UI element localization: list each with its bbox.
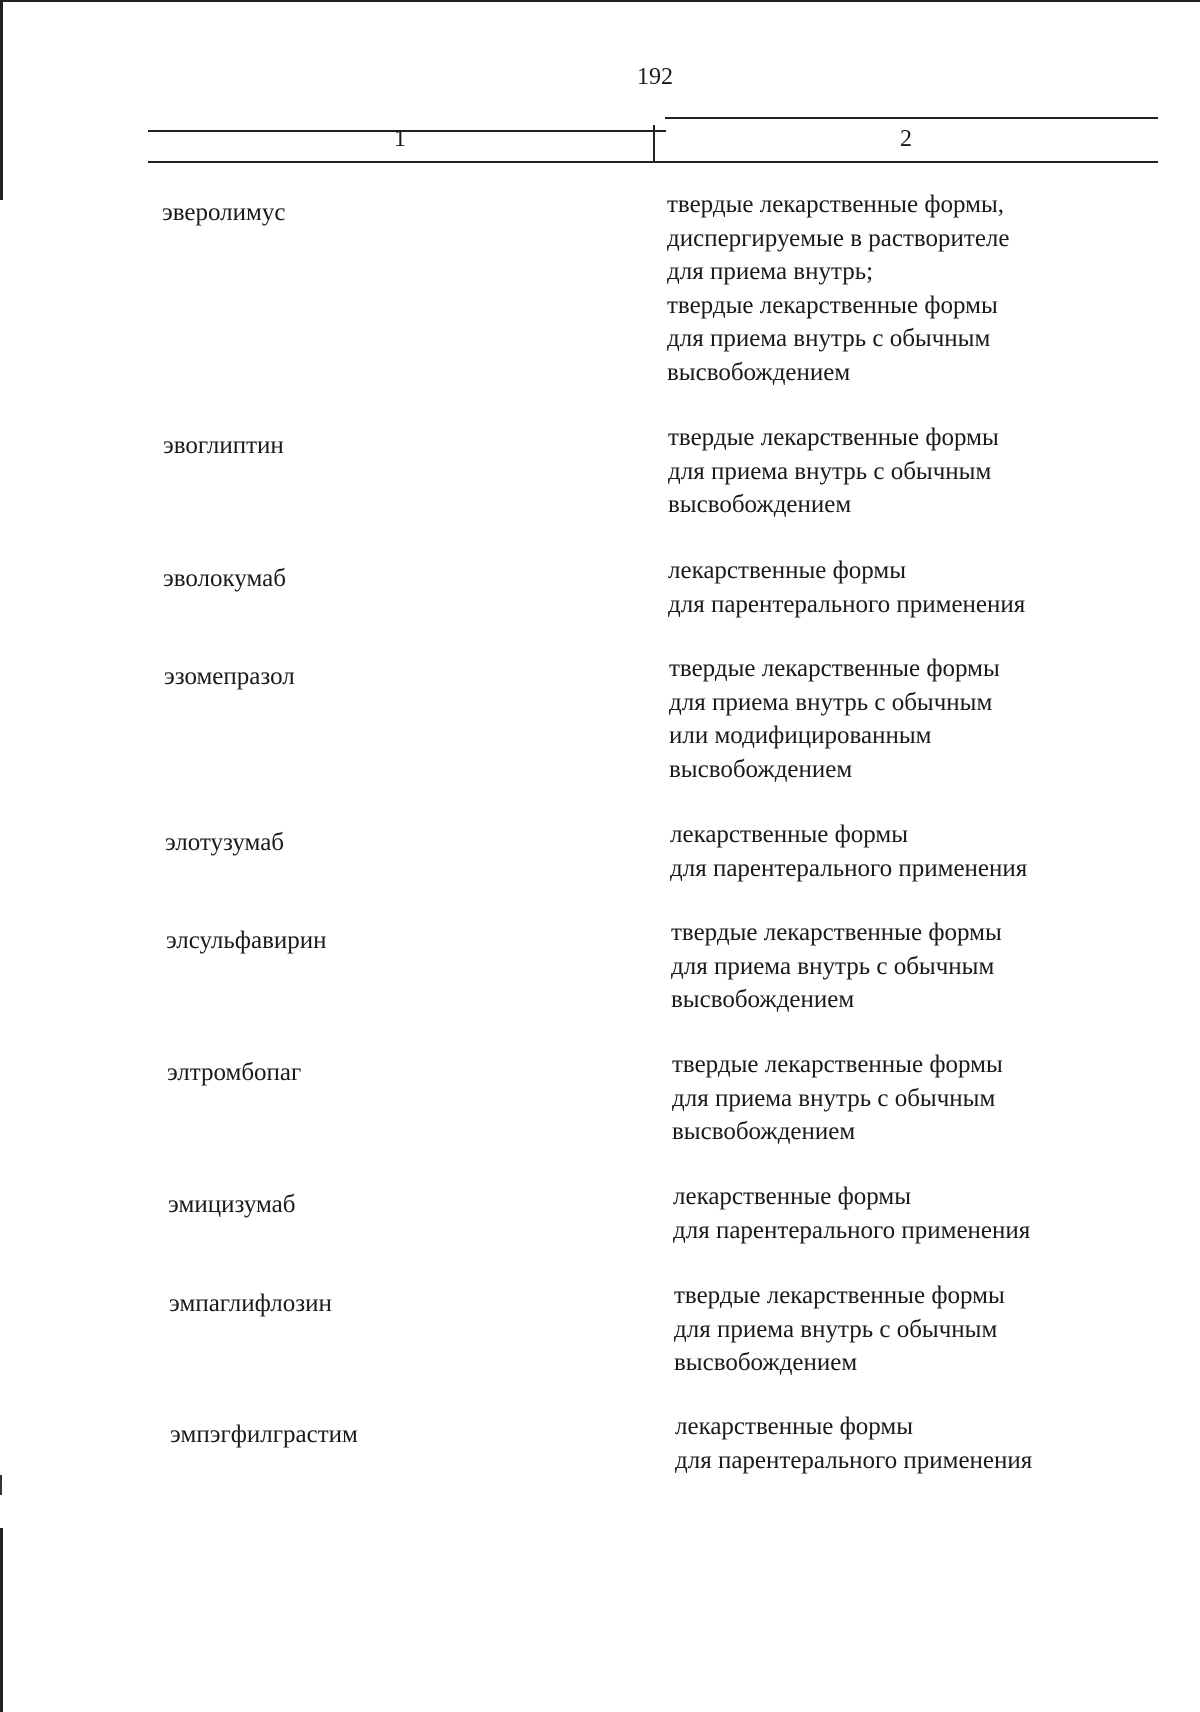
- dosage-form-line: твердые лекарственные формы: [672, 1051, 1003, 1078]
- dosage-form-line: твердые лекарственные формы: [671, 919, 1002, 946]
- dosage-form-line: лекарственные формы: [675, 1413, 914, 1440]
- table-top-rule: [665, 117, 1158, 119]
- dosage-forms: [670, 818, 1027, 885]
- dosage-form-line: лекарственные формы: [673, 1183, 912, 1210]
- dosage-form-line: для приема внутрь;: [667, 258, 874, 285]
- dosage-forms: [674, 1279, 1005, 1380]
- dosage-form-line: твердые лекарственные формы: [669, 655, 1000, 682]
- scan-mark: [0, 1475, 2, 1495]
- table-top-rule-left: [148, 130, 666, 132]
- dosage-form-line: твердые лекарственные формы: [667, 291, 998, 319]
- dosage-forms: [668, 554, 1025, 621]
- drug-name: эволокумаб: [163, 565, 286, 592]
- dosage-form-line: твердые лекарственные формы: [674, 1282, 1005, 1309]
- dosage-form-line: высвобождением: [668, 491, 852, 518]
- dosage-form-line: или модифицированным: [669, 722, 932, 749]
- drug-name: эвоглиптин: [163, 432, 284, 459]
- drug-name: элсульфавирин: [166, 927, 327, 954]
- dosage-forms: [668, 421, 999, 522]
- table-header-rule: [148, 161, 1158, 163]
- dosage-forms: [671, 916, 1002, 1017]
- drug-name: элотузумаб: [165, 829, 285, 856]
- drug-name: эмпаглифлозин: [169, 1290, 332, 1317]
- dosage-form-line: для приема внутрь с обычным: [671, 952, 995, 980]
- drug-name: эзомепразол: [164, 663, 295, 690]
- dosage-form-line: высвобождением: [667, 358, 851, 386]
- drug-name: эмпэгфилграстим: [170, 1421, 358, 1448]
- column-header-2: 2: [900, 126, 912, 152]
- header-column-divider: [653, 125, 655, 162]
- dosage-form-line: высвобождением: [669, 755, 853, 783]
- dosage-forms: [667, 188, 1009, 389]
- dosage-form-line: для парентерального применения: [670, 854, 1028, 882]
- dosage-forms: [672, 1048, 1003, 1149]
- dosage-forms: [673, 1180, 1030, 1247]
- dosage-form-line: диспергируемые в растворителе: [667, 224, 1010, 252]
- column-header-1: 1: [394, 126, 406, 152]
- dosage-form-line: для парентерального применения: [673, 1216, 1031, 1244]
- dosage-forms: [669, 652, 1000, 786]
- dosage-form-line: для парентерального применения: [668, 590, 1026, 618]
- dosage-form-line: твердые лекарственные формы: [668, 424, 999, 451]
- dosage-form-line: высвобождением: [674, 1349, 858, 1376]
- dosage-form-line: для приема внутрь с обычным: [674, 1315, 998, 1343]
- dosage-form-line: твердые лекарственные формы,: [667, 191, 1005, 218]
- scan-edge-left-bottom: [0, 1528, 3, 1712]
- dosage-form-line: лекарственные формы: [670, 821, 909, 848]
- dosage-form-line: высвобождением: [671, 986, 855, 1013]
- drug-name: эмицизумаб: [168, 1191, 296, 1218]
- dosage-form-line: для приема внутрь с обычным: [669, 688, 993, 716]
- scan-edge-top: [0, 0, 1200, 2]
- dosage-form-line: лекарственные формы: [668, 557, 907, 584]
- page-number: 192: [637, 64, 673, 90]
- dosage-forms: [675, 1410, 1032, 1477]
- dosage-form-line: для приема внутрь с обычным: [672, 1084, 996, 1112]
- dosage-form-line: для приема внутрь с обычным: [668, 457, 992, 485]
- dosage-form-line: для приема внутрь с обычным: [667, 325, 991, 352]
- drug-name: элтромбопаг: [167, 1059, 302, 1086]
- scan-edge-left: [0, 0, 3, 200]
- dosage-form-line: высвобождением: [672, 1118, 856, 1145]
- drug-name: эверолимус: [162, 199, 286, 226]
- dosage-form-line: для парентерального применения: [675, 1446, 1033, 1474]
